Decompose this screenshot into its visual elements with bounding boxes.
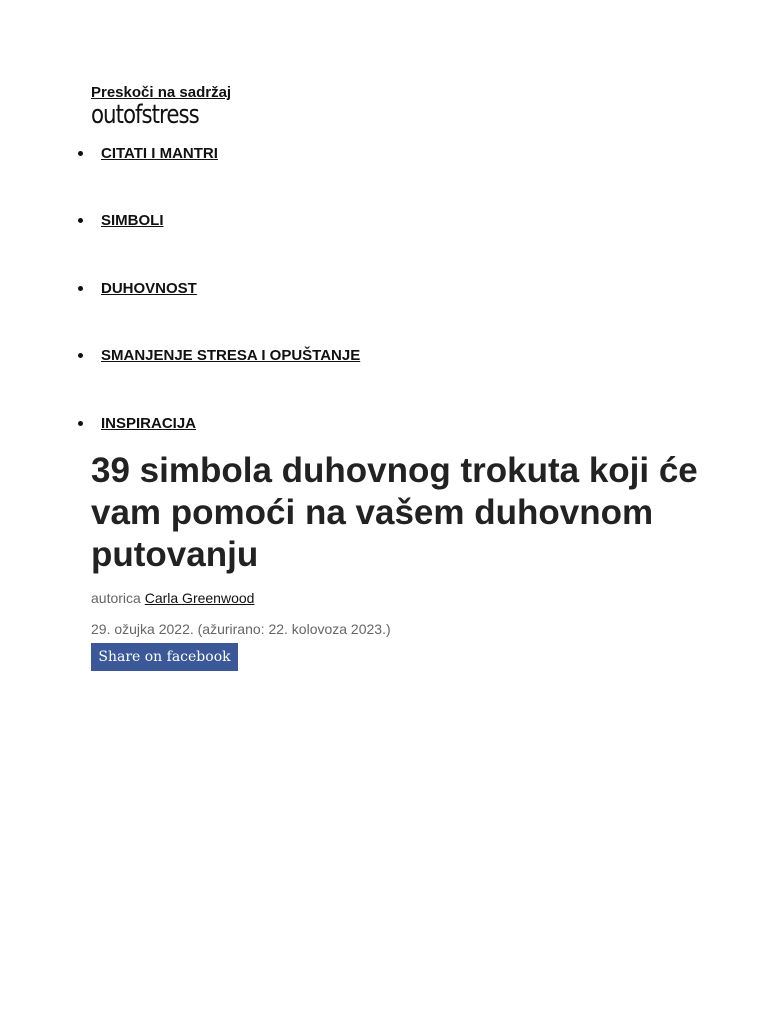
bullet-icon [78,353,83,358]
site-logo[interactable]: outofstress [91,100,199,130]
nav-link-duhovnost[interactable]: DUHOVNOST [101,279,197,297]
nav-link-citati-i-mantri[interactable]: CITATI I MANTRI [101,144,218,162]
nav-link-smanjenje-stresa[interactable]: SMANJENJE STRESA I OPUŠTANJE [101,346,361,364]
nav-item-simboli [78,210,164,230]
bullet-icon [78,151,83,156]
nav-item-duhovnost [78,278,197,298]
nav-item-smanjenje-stresa [78,345,360,365]
skip-to-content-link[interactable]: Preskoči na sadržaj [91,84,232,101]
article-title: 39 simbola duhovnog trokuta koji će vam pomoći na vašem duhovnom putovanju [91,451,698,574]
byline-prefix: autorica [91,590,141,606]
nav-link-simboli[interactable]: SIMBOLI [101,211,164,229]
nav-item-inspiracija [78,413,196,433]
article-byline [91,590,254,606]
bullet-icon [78,421,83,426]
nav-item-citati-i-mantri [78,143,218,163]
bullet-icon [78,218,83,223]
bullet-icon [78,286,83,291]
author-link[interactable]: Carla Greenwood [144,590,255,606]
article-date: 29. ožujka 2022. (ažurirano: 22. kolovoza 2023.) [91,621,391,637]
nav-link-inspiracija[interactable]: INSPIRACIJA [101,414,197,432]
share-facebook-button[interactable]: Share on facebook [91,643,238,671]
